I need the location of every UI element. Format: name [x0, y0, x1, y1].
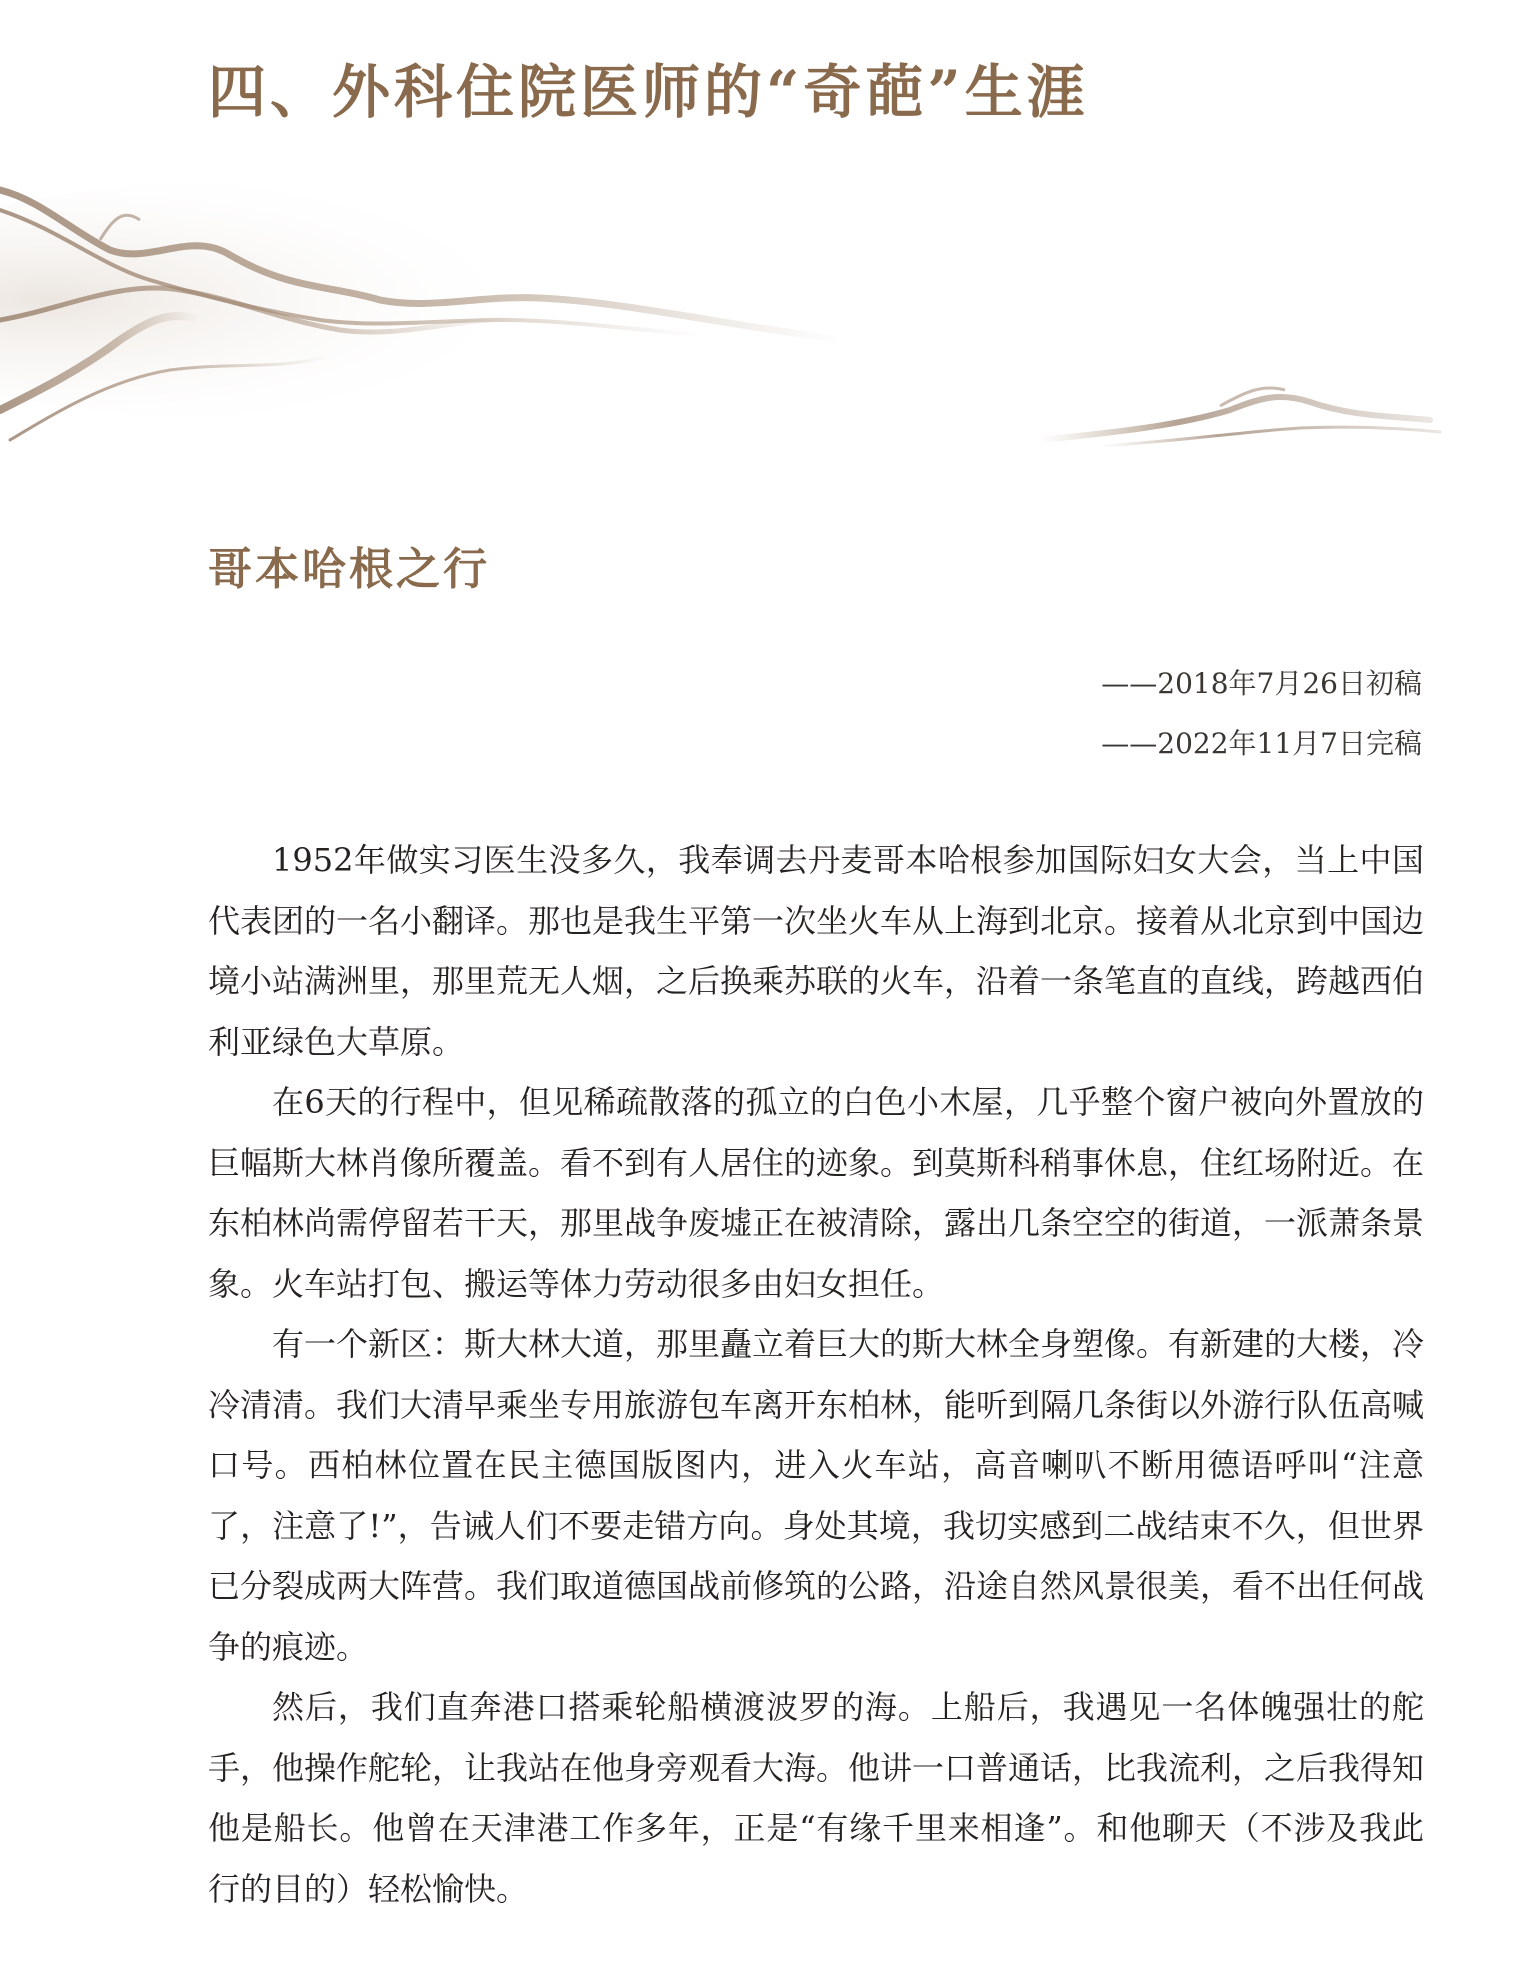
ink-wave-decoration	[0, 170, 1536, 470]
body-text	[208, 830, 1424, 1919]
paragraph: 1952年做实习医生没多久，我奉调去丹麦哥本哈根参加国际妇女大会，当上中国代表团的一名小翻译。那也是我生平第一次坐火车从上海到北京。接着从北京到中国边境小站满洲里，那里荒无人烟，之后换乘苏联的火车，沿着一条笔直的直线，跨越西伯利亚绿色大草原。	[208, 841, 1425, 1061]
first-draft-date: ——2018年7月26日初稿	[1101, 667, 1422, 700]
final-draft-date: ——2022年11月7日完稿	[1101, 727, 1422, 760]
section-title: 哥本哈根之行	[208, 544, 490, 595]
paragraph: 在6天的行程中，但见稀疏散落的孤立的白色小木屋，几乎整个窗户被向外置放的巨幅斯大林肖像所覆盖。看不到有人居住的迹象。到莫斯科稍事休息，住红场附近。在东柏林尚需停留若干天，那里战争废墟正在被清除，露出几条空空的街道，一派萧条景象。火车站打包、搬运等体力劳动很多由妇女担任。	[208, 1083, 1425, 1303]
paragraph: 有一个新区：斯大林大道，那里矗立着巨大的斯大林全身塑像。有新建的大楼，冷冷清清。我们大清早乘坐专用旅游包车离开东柏林，能听到隔几条街以外游行队伍高喊口号。西柏林位置在民主德国版图内，进入火车站，高音喇叭不断用德语呼叫“注意了，注意了!”，告诫人们不要走错方向。身处其境，我切实感到二战结束不久，但世界已分裂成两大阵营。我们取道德国战前修筑的公路，沿途自然风景很美，看不出任何战争的痕迹。	[208, 1325, 1425, 1666]
paragraph: 然后，我们直奔港口搭乘轮船横渡波罗的海。上船后，我遇见一名体魄强壮的舵手，他操作舵轮，让我站在他身旁观看大海。他讲一口普通话，比我流利，之后我得知他是船长。他曾在天津港工作多年，正是“有缘千里来相逢”。和他聊天（不涉及我此行的目的）轻松愉快。	[208, 1688, 1425, 1908]
chapter-title: 四、外科住院医师的“奇葩”生涯	[208, 58, 1089, 126]
draft-dates	[1101, 654, 1422, 774]
